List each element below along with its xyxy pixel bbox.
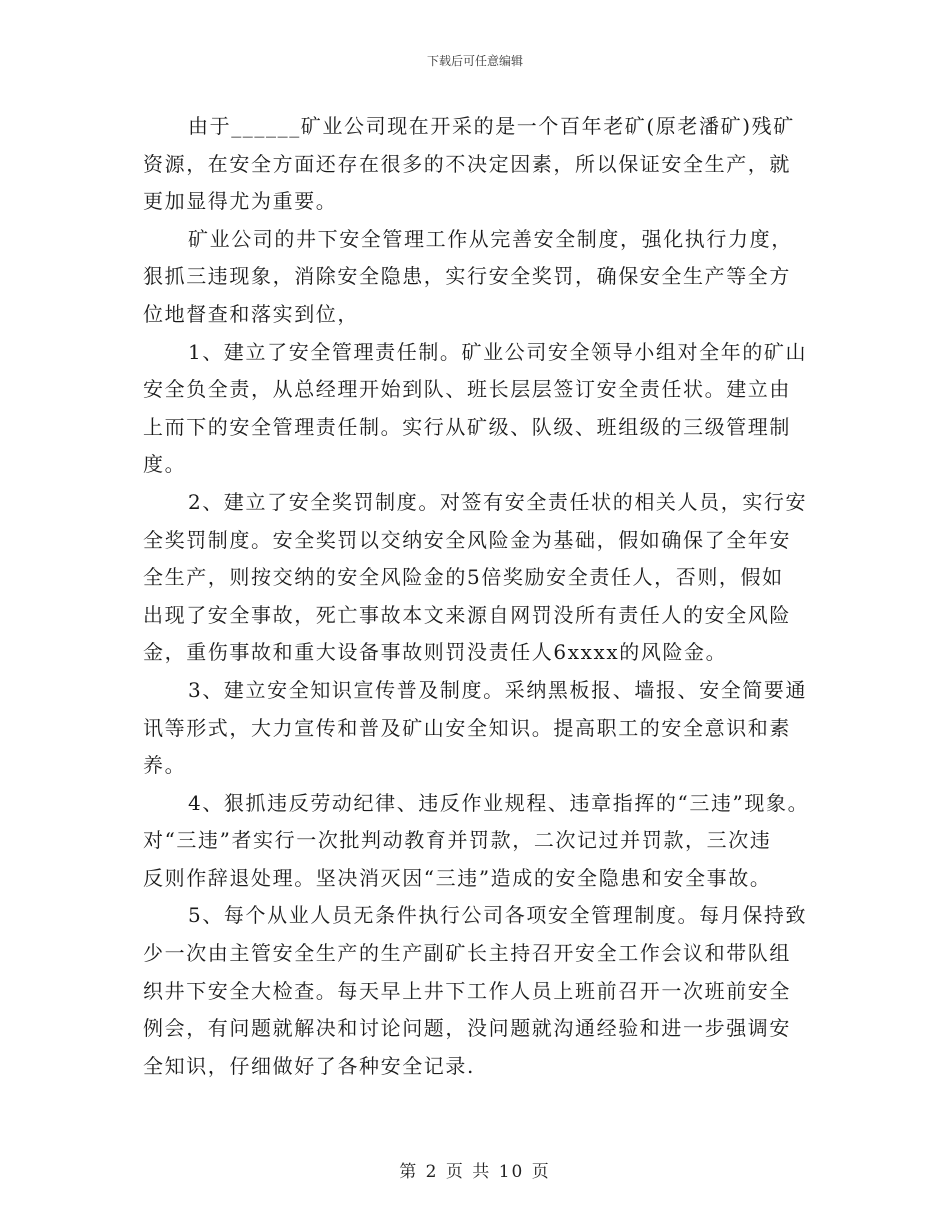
paragraph-line: 4、狠抓违反劳动纪律、违反作业规程、违章指挥的“三违”现象。	[188, 790, 810, 815]
paragraph-line: 全知识，仔细做好了各种安全记录.	[143, 1053, 475, 1078]
paragraph-line: 对“三违”者实行一次批判动教育并罚款，二次记过并罚款，三次违	[143, 828, 772, 853]
paragraph-line: 3、建立安全知识宣传普及制度。采纳黑板报、墙报、安全简要通	[188, 677, 808, 702]
paragraph-line: 更加显得尤为重要。	[143, 189, 338, 214]
paragraph-line: 全奖罚制度。安全奖罚以交纳安全风险金为基础，假如确保了全年安	[143, 527, 791, 552]
paragraph-line: 资源，在安全方面还存在很多的不决定因素，所以保证安全生产，就	[143, 151, 791, 176]
paragraph-line: 安全负全责，从总经理开始到队、班长层层签订安全责任状。建立由	[143, 377, 791, 402]
paragraph-line: 狠抓三违现象，消除安全隐患，实行安全奖罚，确保安全生产等全方	[143, 264, 791, 289]
paragraph-line: 养。	[143, 753, 187, 778]
paragraph-line: 织井下安全大检查。每天早上井下工作人员上班前召开一次班前安全	[143, 978, 791, 1003]
paragraph-line: 少一次由主管安全生产的生产副矿长主持召开安全工作会议和带队组	[143, 941, 791, 966]
page-header-note: 下载后可任意编辑	[426, 54, 523, 68]
paragraph-line: 出现了安全事故，死亡事故本文来源自网罚没所有责任人的安全风险	[143, 602, 791, 627]
paragraph-line: 度。	[143, 452, 187, 477]
paragraph-line: 讯等形式，大力宣传和普及矿山安全知识。提高职工的安全意识和素	[143, 715, 791, 740]
paragraph-line: 全生产，则按交纳的安全风险金的5倍奖励安全责任人，否则，假如	[143, 565, 784, 590]
paragraph-line: 1、建立了安全管理责任制。矿业公司安全领导小组对全年的矿山	[188, 339, 808, 364]
document-body	[143, 108, 813, 1085]
paragraph-line: 反则作辞退处理。坚决消灭因“三违”造成的安全隐患和安全事故。	[143, 865, 772, 890]
paragraph-line: 矿业公司的井下安全管理工作从完善安全制度，强化执行力度，	[188, 226, 793, 251]
paragraph-line: 上而下的安全管理责任制。实行从矿级、队级、班组级的三级管理制	[143, 414, 791, 439]
paragraph-line: 例会，有问题就解决和讨论问题，没问题就沟通经验和进一步强调安	[143, 1016, 791, 1041]
paragraph-line: 位地督查和落实到位，	[143, 301, 359, 326]
paragraph-line: 2、建立了安全奖罚制度。对签有安全责任状的相关人员，实行安	[188, 489, 808, 514]
paragraph-line: 由于______矿业公司现在开采的是一个百年老矿(原老潘矿)残矿	[188, 114, 795, 138]
paragraph-line: 金，重伤事故和重大设备事故则罚没责任人6xxxx的风险金。	[143, 640, 728, 665]
paragraph-line: 5、每个从业人员无条件执行公司各项安全管理制度。每月保持致	[188, 903, 808, 928]
page-number: 第 2 页 共 10 页	[399, 1162, 551, 1182]
